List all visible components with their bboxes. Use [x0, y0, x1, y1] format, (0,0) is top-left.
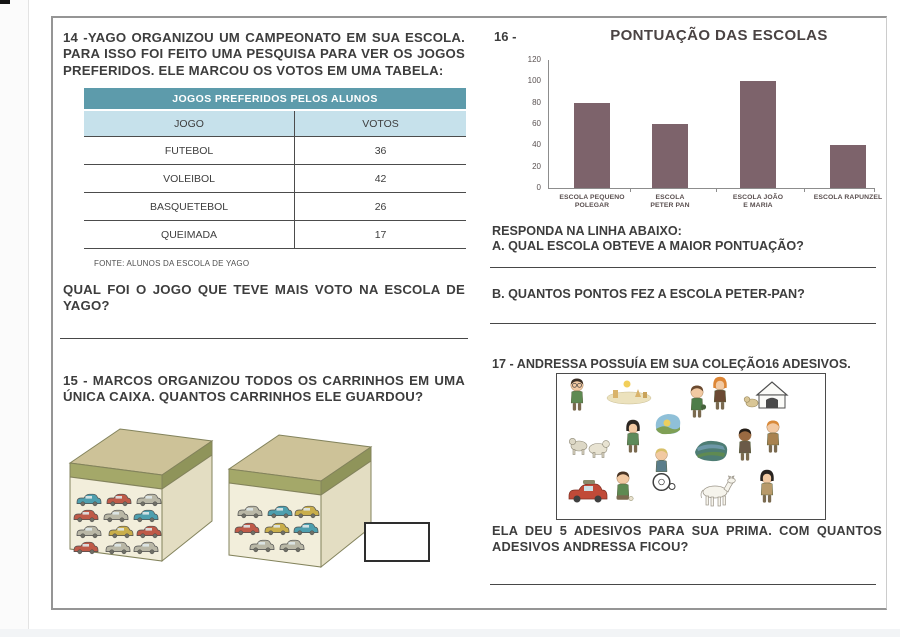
x-axis-label-4: ESCOLA RAPUNZEL: [813, 194, 883, 201]
chart-title: PONTUAÇÃO DAS ESCOLAS: [610, 27, 828, 44]
x-axis-label-3: ESCOLA JOÃO E MARIA: [732, 194, 784, 210]
table-row: [84, 165, 466, 193]
sticker-dog-house: [744, 382, 787, 408]
table-row: [84, 137, 466, 165]
y-axis-tick-40: 40: [532, 140, 541, 150]
sticker-girl-ponytail: [626, 420, 640, 453]
question-17-text: ELA DEU 5 ADESIVOS PARA SUA PRIMA. COM QUANTOS ADESIVOS ANDRESSA FICOU?: [492, 523, 882, 554]
x-axis-tick: [716, 188, 717, 192]
scan-page-edge: [0, 0, 29, 637]
table-header-votos: VOTOS: [362, 117, 399, 130]
stickers-image: [557, 374, 825, 519]
question-16b-text: B. QUANTOS PONTOS FEZ A ESCOLA PETER-PAN?: [492, 287, 805, 301]
table-source-note: FONTE: ALUNOS DA ESCOLA DE YAGO: [94, 259, 250, 268]
answer-line-q14: [60, 338, 468, 339]
answer-line-q16b: [490, 323, 876, 324]
table-cell-votos: 26: [374, 200, 387, 213]
x-axis-tick: [874, 188, 875, 192]
table-title: JOGOS PREFERIDOS PELOS ALUNOS: [84, 88, 466, 109]
answer-line-q16a: [490, 267, 876, 268]
table-header-jogo: JOGO: [84, 111, 295, 136]
table-cell-votos: 42: [374, 172, 387, 185]
sticker-boy-wheelchair: [653, 448, 675, 490]
sticker-girl-black-bob: [760, 470, 774, 503]
answer-instruction: RESPONDA NA LINHA ABAIXO:: [492, 224, 682, 238]
x-axis-label-1: ESCOLA PEQUENO POLEGAR: [559, 194, 625, 210]
games-votes-table: [84, 88, 466, 249]
bar-3: [740, 81, 776, 188]
y-axis-tick-0: 0: [536, 183, 541, 192]
table-cell-jogo: VOLEIBOL: [84, 165, 295, 192]
sticker-boy-glasses: [571, 379, 583, 411]
scan-corner-mark: [0, 0, 10, 4]
answer-line-q17: [490, 584, 876, 585]
y-axis-tick-60: 60: [532, 119, 541, 128]
answer-box-q15: [364, 522, 430, 562]
question-16-number: 16 -: [494, 29, 517, 44]
sticker-boy-kneeling: [617, 472, 634, 501]
sticker-boy-walking: [691, 386, 706, 418]
toy-car-box-1: [60, 419, 218, 567]
scan-bottom-shadow: [0, 629, 900, 637]
y-axis-tick-80: 80: [532, 97, 541, 107]
toy-car-box-2: [219, 425, 377, 573]
table-cell-votos: 17: [374, 228, 387, 241]
x-axis-label-2: ESCOLA PETER PAN: [650, 194, 690, 210]
y-axis-tick-120: 120: [527, 55, 541, 64]
bar-2: [652, 124, 688, 188]
table-cell-jogo: BASQUETEBOL: [84, 193, 295, 220]
x-axis-tick: [804, 188, 805, 192]
sticker-collection-figure: [556, 373, 826, 520]
question-17-intro: 17 - ANDRESSA POSSUÍA EM SUA COLEÇÃO16 ADESIVOS.: [492, 357, 851, 371]
question-15-text: 15 - MARCOS ORGANIZOU TODOS OS CARRINHOS EM UMA ÚNICA CAIXA. QUANTOS CARRINHOS ELE GUARDOU?: [63, 373, 465, 405]
table-cell-votos: 36: [374, 144, 387, 157]
bar-1: [574, 103, 610, 188]
sticker-boy-dark-skin: [739, 429, 751, 461]
sticker-white-horse: [701, 476, 735, 506]
sticker-night-landscape: [695, 441, 727, 461]
table-cell-jogo: FUTEBOL: [84, 137, 295, 164]
question-16-block: [492, 224, 880, 255]
bar-4: [830, 145, 866, 188]
sticker-red-car: [569, 480, 607, 503]
table-row: [84, 221, 466, 249]
table-header-row: [84, 111, 466, 137]
sticker-beach-scene: [607, 381, 651, 405]
question-14-text: QUAL FOI O JOGO QUE TEVE MAIS VOTO NA ESCOLA DE YAGO?: [63, 282, 465, 314]
sticker-girl-orange-hair: [713, 377, 727, 410]
y-axis-tick-20: 20: [532, 161, 541, 171]
sticker-sunrise-landscape: [656, 414, 681, 434]
school-scores-bar-chart: [512, 54, 883, 219]
question-16a-text: A. QUAL ESCOLA OBTEVE A MAIOR PONTUAÇÃO?: [492, 239, 804, 254]
sticker-puppy-playing: [569, 438, 609, 457]
x-axis-tick: [630, 188, 631, 192]
table-row: [84, 193, 466, 221]
question-14-intro: 14 -YAGO ORGANIZOU UM CAMPEONATO EM SUA ESCOLA. PARA ISSO FOI FEITO UMA PESQUISA PARA VER OS JOGOS PREFERIDOS. ELE MARCOU OS VOTOS EM UMA TABELA:: [63, 30, 465, 78]
table-cell-jogo: QUEIMADA: [84, 221, 295, 248]
table-body: [84, 137, 466, 249]
y-axis-tick-100: 100: [527, 76, 541, 86]
sticker-boy-orange-hair: [767, 421, 779, 453]
